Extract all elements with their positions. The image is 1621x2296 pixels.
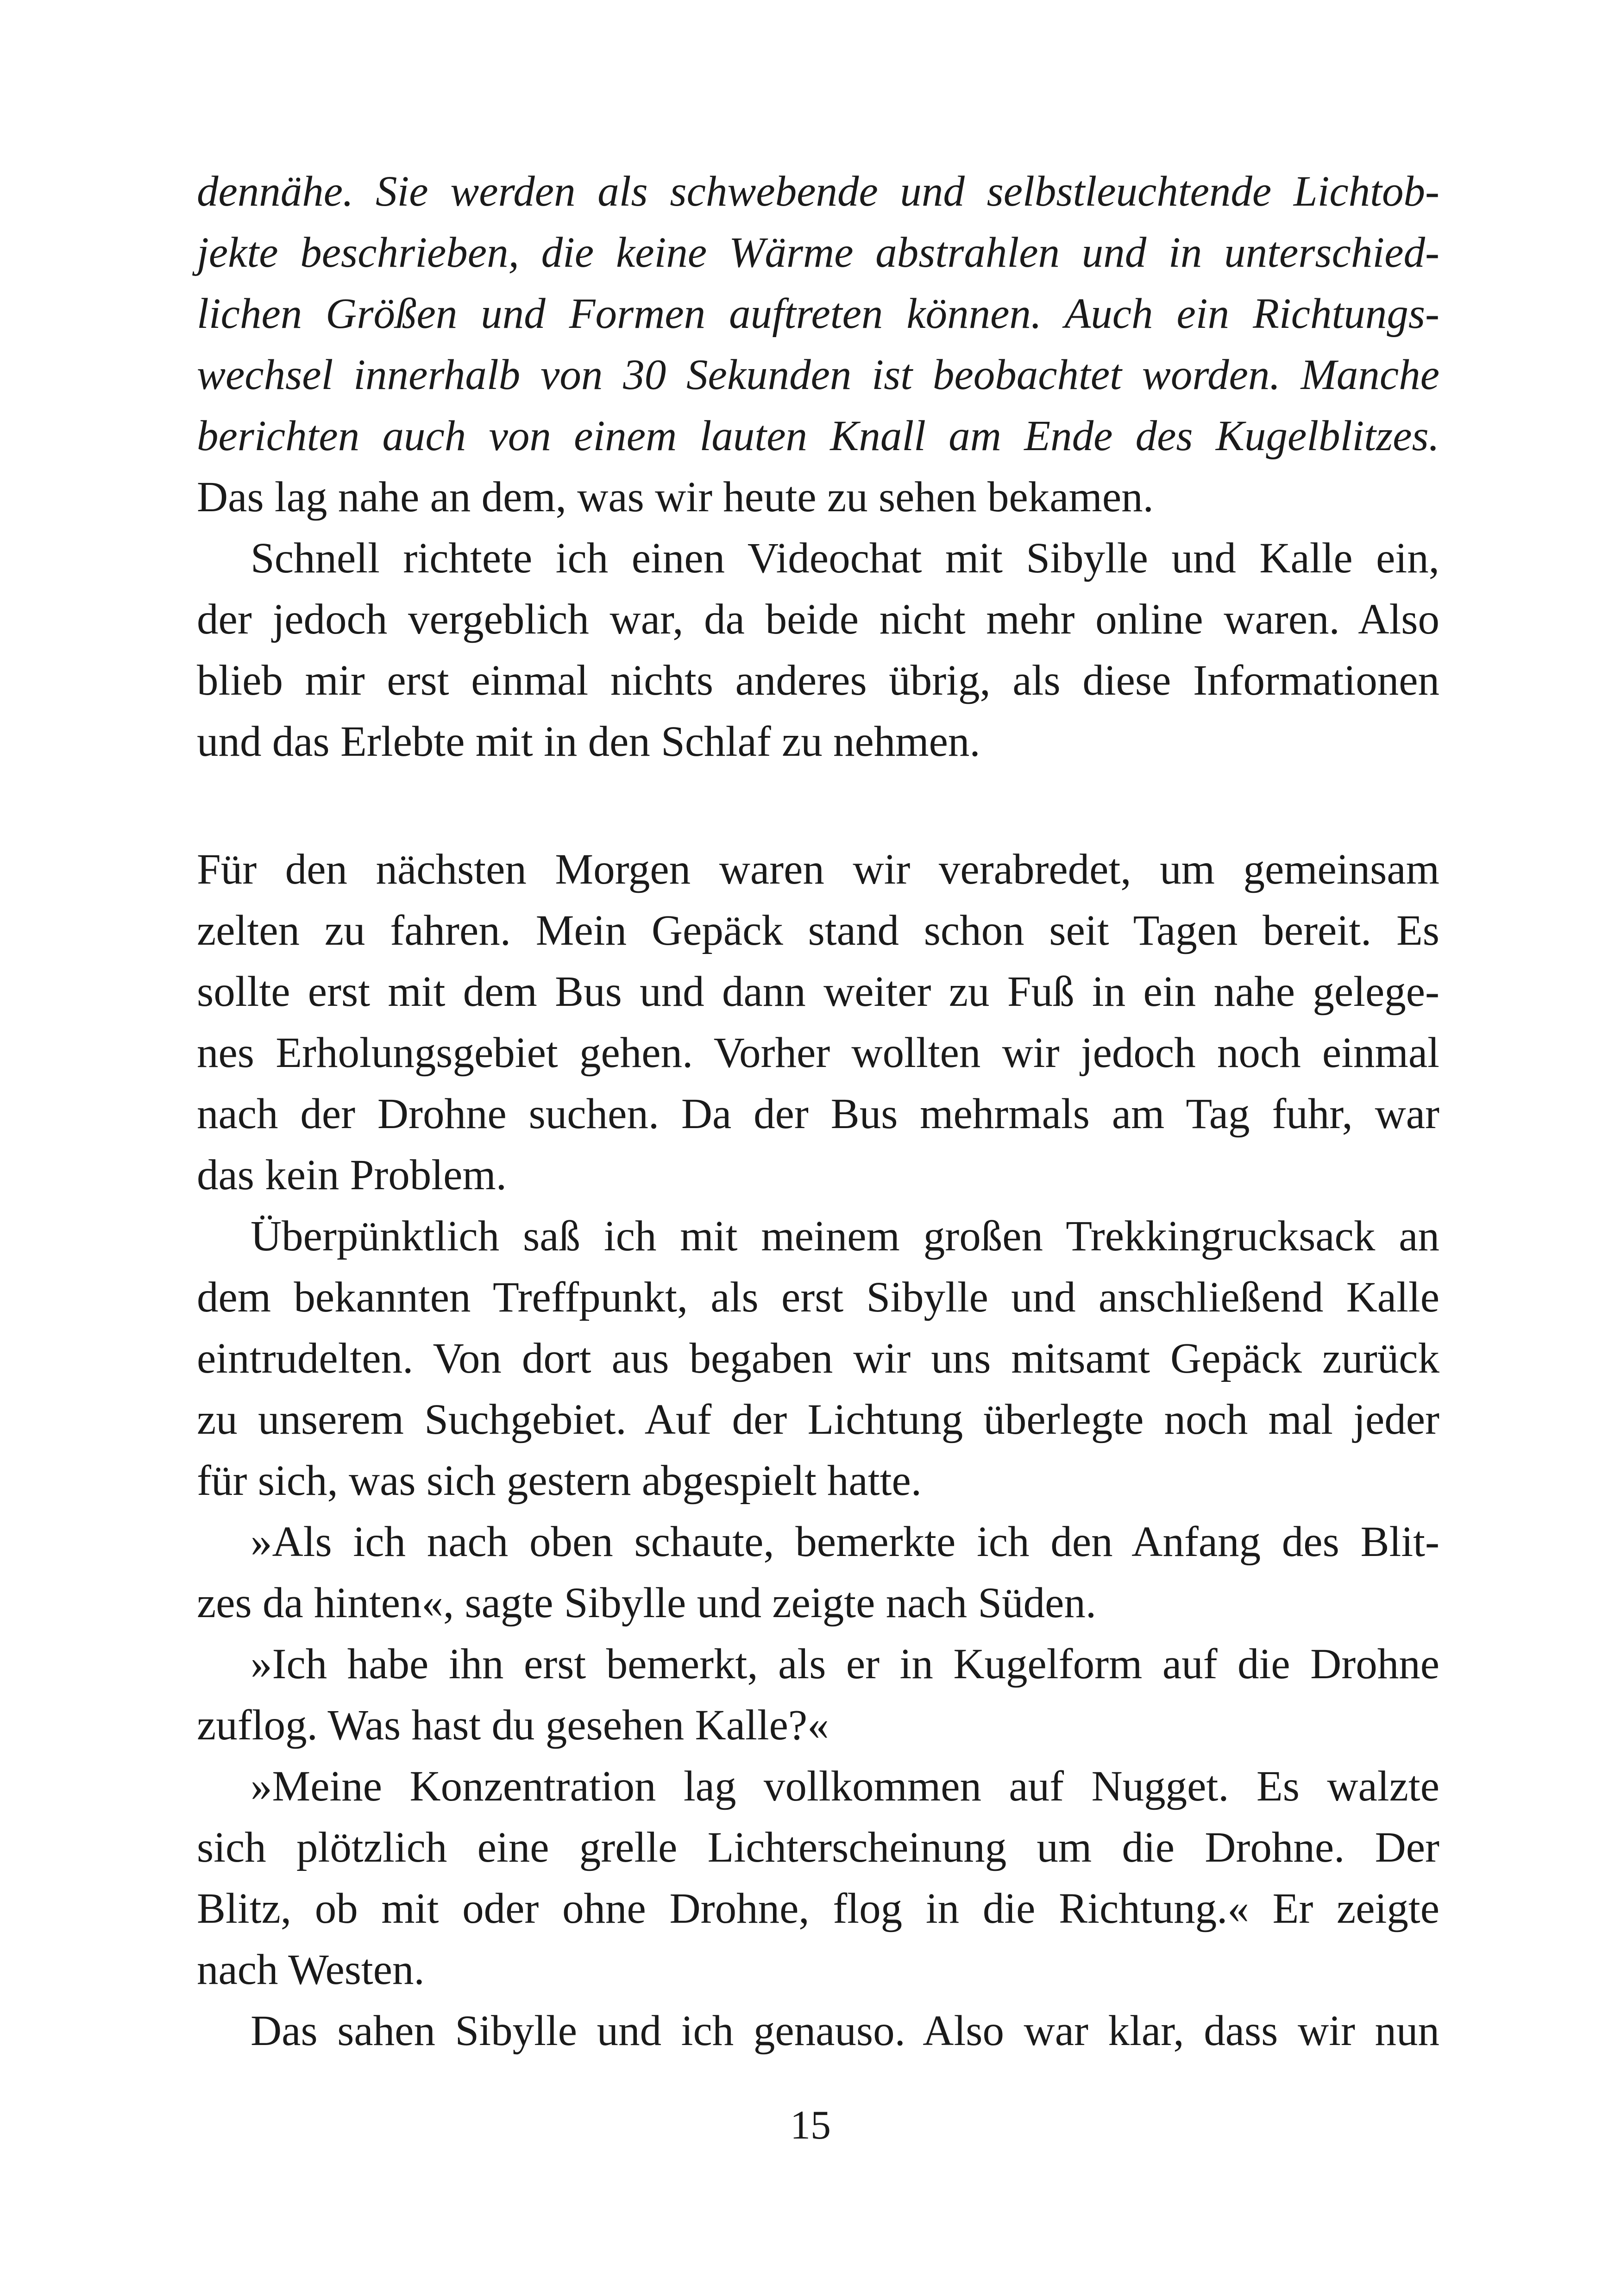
text-line: und das Erlebte mit in den Schlaf zu nehmen. [197,718,980,765]
text-line: sich plötzlich eine grelle Lichterscheinung um die Drohne. Der [197,1824,1439,1871]
text-line: Das lag nahe an dem, was wir heute zu sehen bekamen. [197,473,1154,521]
text-line: blieb mir erst einmal nichts anderes übrig, als diese Informationen [197,657,1439,704]
text-line: »Als ich nach oben schaute, bemerkte ich den Anfang des Blit- [251,1518,1439,1566]
text-line: dem bekannten Treffpunkt, als erst Sibylle und anschließend Kalle [197,1273,1439,1321]
text-line: Blitz, ob mit oder ohne Drohne, flog in die Richtung.« Er zeigte [197,1885,1439,1932]
text-line: nach Westen. [197,1946,425,1994]
text-line: für sich, was sich gestern abgespielt hatte. [197,1457,922,1505]
text-line: wechsel innerhalb von 30 Sekunden ist beobachtet worden. Manche [197,351,1439,399]
text-line: »Meine Konzentration lag vollkommen auf Nugget. Es walzte [251,1763,1439,1810]
text-line: der jedoch vergeblich war, da beide nicht mehr online waren. Also [197,596,1439,643]
text-block-upper [197,161,1439,772]
text-line: sollte erst mit dem Bus und dann weiter zu Fuß in ein nahe gelege- [197,968,1439,1016]
text-line: berichten auch von einem lauten Knall am Ende des Kugelblitzes. [197,412,1439,460]
text-line: Schnell richtete ich einen Videochat mit Sibylle und Kalle ein, [251,534,1439,582]
text-line: eintrudelten. Von dort aus begaben wir uns mitsamt Gepäck zurück [197,1335,1439,1382]
page-number: 15 [790,2103,831,2148]
text-line: »Ich habe ihn erst bemerkt, als er in Kugelform auf die Drohne [251,1640,1439,1688]
text-block-lower [197,839,1439,2062]
text-line: das kein Problem. [197,1151,507,1199]
text-line: dennähe. Sie werden als schwebende und selbstleuchtende Lichtob- [197,168,1439,215]
text-line: Überpünktlich saß ich mit meinem großen Trekkingrucksack an [251,1212,1439,1260]
text-line: zuflog. Was hast du gesehen Kalle?« [197,1701,829,1749]
text-line: Das sahen Sibylle und ich genauso. Also war klar, dass wir nun [251,2007,1439,2055]
text-line: nes Erholungsgebiet gehen. Vorher wollten wir jedoch noch einmal [197,1029,1439,1077]
text-line: jekte beschrieben, die keine Wärme abstrahlen und in unterschied- [197,229,1439,276]
text-line: nach der Drohne suchen. Da der Bus mehrmals am Tag fuhr, war [197,1090,1439,1138]
text-line: zu unserem Suchgebiet. Auf der Lichtung überlegte noch mal jeder [197,1396,1439,1443]
text-line: Für den nächsten Morgen waren wir verabredet, um gemeinsam [197,846,1439,893]
text-line: zelten zu fahren. Mein Gepäck stand schon seit Tagen bereit. Es [197,907,1439,954]
text-line: zes da hinten«, sagte Sibylle und zeigte nach Süden. [197,1579,1097,1627]
text-line: lichen Größen und Formen auftreten können. Auch ein Richtungs- [197,290,1439,338]
